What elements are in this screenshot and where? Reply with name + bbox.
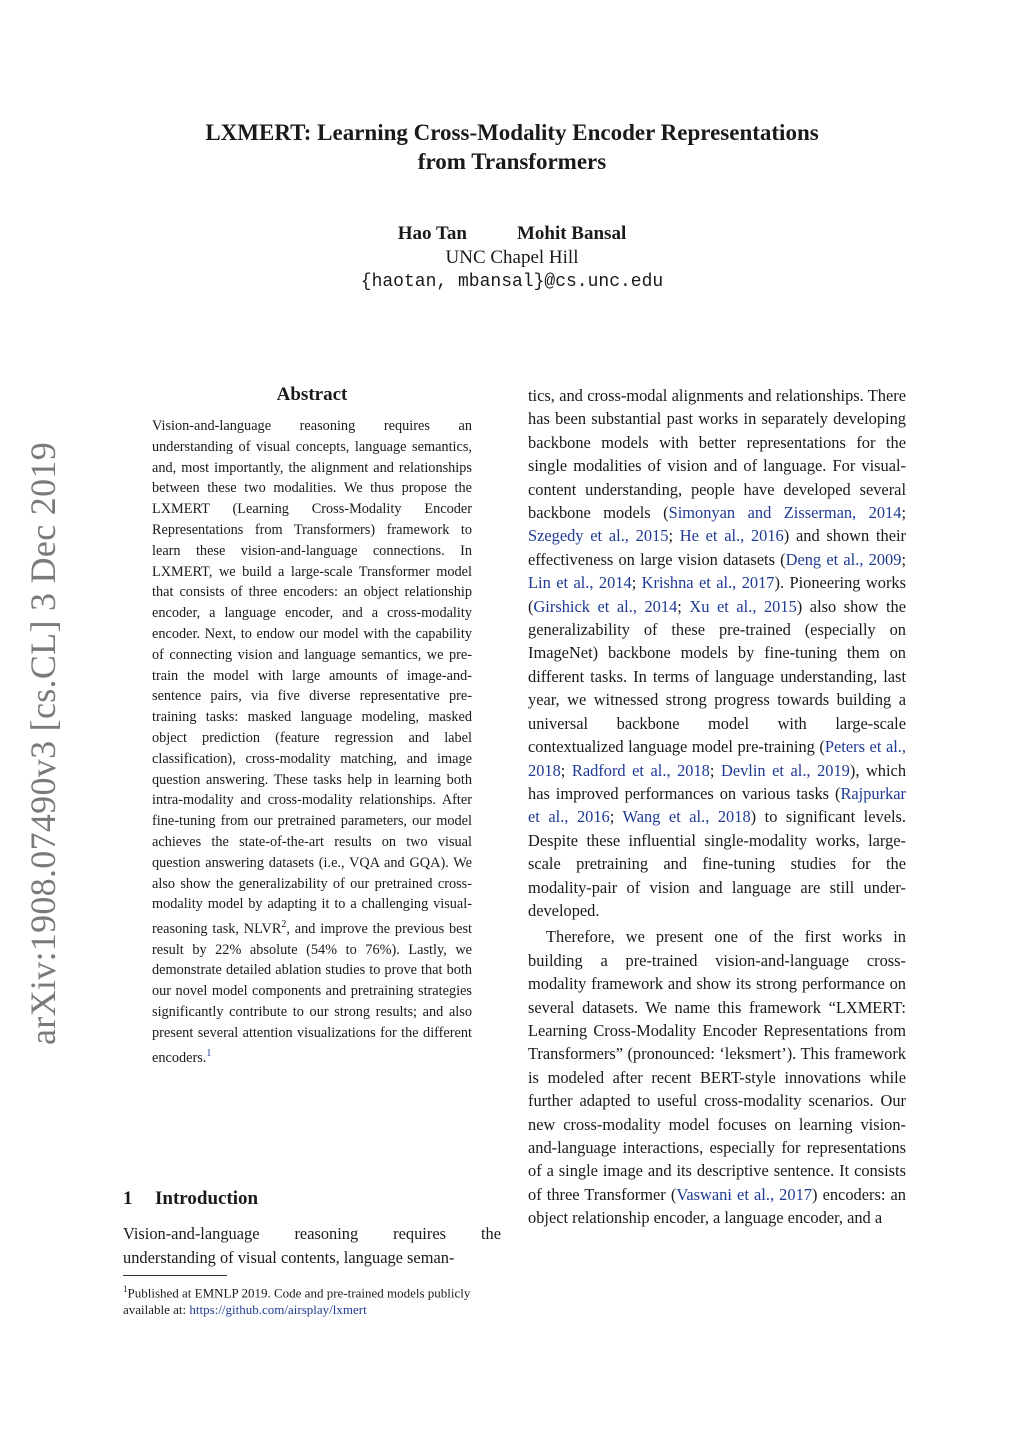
right-column [528,384,906,1230]
arxiv-stamp: arXiv:1908.07490v3 [cs.CL] 3 Dec 2019 [23,442,63,1045]
citation-link[interactable]: Lin et al., 2014 [528,573,632,593]
paragraph: tics, and cross-modal alignments and relationships. There has been substantial past works in separately developing backbone models with better representations for the single modalities of vision and of language. For visual-content understanding, people have developed several backbone models (Simonyan and Zisserman, 2014; Szegedy et al., 2015; He et al., 2016) and shown their effectiveness on large vision datasets (Deng et al., 2009; Lin et al., 2014; Krishna et al., 2017). Pioneering works (Girshick et al., 2014; Xu et al., 2015) also show the generalizability of these pre-trained (especially on ImageNet) backbone models by fine-tuning them on different tasks. In terms of language understanding, last year, we witnessed strong progress towards building a universal backbone model with large-scale contextualized language model pre-training (Peters et al., 2018; Radford et al., 2018; Devlin et al., 2019), which has improved performances on various tasks (Rajpurkar et al., 2016; Wang et al., 2018) to significant levels. Despite these influential single-modality works, large-scale pretraining and fine-tuning studies for the modality-pair of vision and language are still under-developed. [528,386,907,920]
footnote-text: Published at EMNLP 2019. Code and pre-trained models publicly available at: [123,1285,471,1318]
paper-title [0,118,1024,176]
body-text: Therefore, we present one of the first works in building a pre-trained vision-and-language cross-modality framework and show its strong performance on several datasets. We name this framework “LXMERT: Learning Cross-Modality Encoder Representations from Transformers” (pronounced: ‘leksmert’). This framework is modeled after recent BERT-style innovations while further adapted to useful cross-modality scenarios. Our new cross-modality model focuses on learning vision-and-language interactions, especially for representations of a single image and its descriptive sentence. It consists of three Transformer ( [528,927,906,1204]
author-name: Hao Tan [397,223,467,244]
citation-link[interactable]: Peters et al., 2018 [528,737,906,780]
introduction-section [123,1188,501,1269]
abstract-text: Vision-and-language reasoning requires an understanding of visual concepts, language semantics, and, most importantly, the alignment and relationships between these two modalities. We thus propose the LXMERT (Learning Cross-Modality Encoder Representations from Transformers) framework to learn these vision-and-language connections. In LXMERT, we build a large-scale Transformer model that consists of three encoders: an object relationship encoder, a language encoder, and a cross-modality encoder. Next, to endow our model with the capability of connecting vision and language semantics, we pre-train the model with large amounts of image-and-sentence pairs, via five diverse representative pre-training tasks: masked language modeling, masked object prediction (feature regression and label classification), cross-modality matching, and image question answering. These tasks help in learning both intra-modality and cross-modality relationships. After fine-tuning from our pretrained parameters, our model achieves the state-of-the-art results on two visual question answering datasets (i.e., VQA and GQA). We also show the generalizability of our pretrained cross-modality model by adapting it to a challenging visual-reasoning task, NLVR [152,418,472,937]
abstract-text: , and improve the previous best result by 22% absolute (54% to 76%). Lastly, we demonstrate detailed ablation studies to prove that both our novel model components and pretraining strategies significantly contribute to our strong results; and also present several attention visualizations for the different encoders. [152,920,472,1066]
section-heading [123,1188,501,1210]
citation-link[interactable]: Rajpurkar et al., 2016 [528,783,906,827]
citation-link[interactable]: Simonyan and Zisserman, 2014 [668,503,902,523]
paragraph [528,925,906,1229]
citation-link[interactable]: Girshick et al., 2014 [533,596,678,616]
body-text: ). Pioneering works ( [528,573,906,616]
citation-link[interactable]: Xu et al., 2015 [689,596,797,616]
title-line-2: from Transformers [417,149,607,174]
footnote-ref[interactable]: 1 [206,1047,212,1059]
citation-link[interactable]: Szegedy et al., 2015 [528,526,669,546]
footnote-rule [123,1275,227,1276]
author-email[interactable]: {haotan, mbansal}@cs.unc.edu [360,272,664,292]
footnote-mark: 1 [123,1284,128,1294]
footnote [123,1281,501,1318]
superscript: 2 [281,919,287,931]
citation-link[interactable]: Krishna et al., 2017 [641,573,775,593]
section-number: 1 [123,1188,133,1209]
author-block [0,222,1024,294]
author-name: Mohit Bansal [516,223,627,244]
author-names [0,222,1024,246]
citation-link[interactable]: Radford et al., 2018 [571,760,710,780]
body-text: ) also show the generalizability of these pre-trained (especially on ImageNet) backbone models by fine-tuning them on different tasks. In terms of language understanding, last year, we witnessed strong progress towards building a universal backbone model with large-scale contextualized language model pre-training ( [528,596,906,757]
body-text: ) and shown their effectiveness on large vision datasets ( [528,526,906,569]
citation-link[interactable]: Deng et al., 2009 [785,549,902,569]
body-text: ), which has improved performances on various tasks ( [528,760,907,803]
github-link[interactable]: https://github.com/airsplay/lxmert [189,1302,367,1318]
section-title: Introduction [155,1188,259,1209]
affiliation: UNC Chapel Hill [445,247,579,268]
abstract-body [152,416,472,1068]
body-text: ) to significant levels. Despite these influential single-modality works, large-scale pretraining and fine-tuning studies for the modality-pair of vision and language are still under-developed. [528,807,906,920]
body-text: tics, and cross-modal alignments and relationships. There has been substantial past works in separately developing backbone models with better representations for the single modalities of vision and of language. For visual-content understanding, people have developed several backbone models ( [528,386,906,523]
citation-link[interactable]: Vaswani et al., 2017 [676,1184,812,1204]
abstract-section [152,384,472,1068]
intro-paragraph: Vision-and-language reasoning requires the understanding of visual contents, language seman- [123,1224,501,1267]
title-line-1: LXMERT: Learning Cross-Modality Encoder Representations [205,120,819,145]
citation-link[interactable]: Devlin et al., 2019 [720,760,850,780]
body-text: ) encoders: an object relationship encoder, a language encoder, and a [528,1184,906,1228]
citation-link[interactable]: He et al., 2016 [679,526,784,546]
citation-link[interactable]: Wang et al., 2018 [622,807,751,827]
abstract-heading: Abstract [276,384,348,405]
